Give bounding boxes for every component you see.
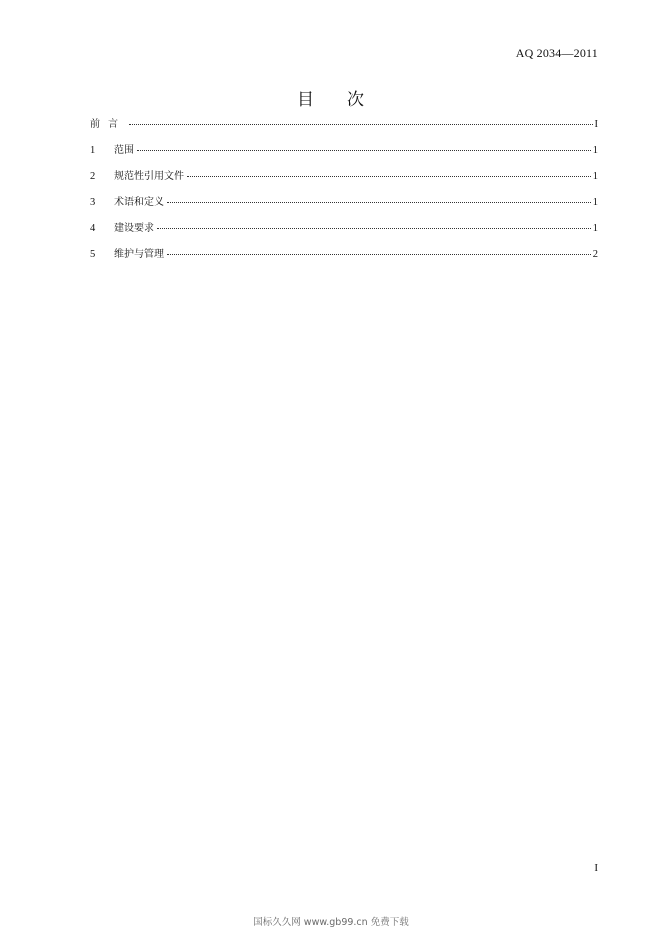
toc-entry-terms-definitions[interactable] [90,196,598,222]
watermark-text: 国标久久网 www.gb99.cn 免费下载 [253,917,409,928]
toc-entry-page: I [594,119,598,130]
toc-entry-page: 1 [592,145,598,156]
page-title-part2: 次 [347,90,365,110]
toc-entry-number: 4 [90,223,96,234]
toc-entry-normative-references[interactable] [90,170,598,196]
table-of-contents [90,118,598,274]
toc-entry-label: 前言 [90,119,126,130]
toc-leader [187,176,591,177]
toc-entry-page: 1 [592,171,598,182]
toc-entry-foreword[interactable] [90,118,598,144]
toc-entry-label: 维护与管理 [114,249,164,260]
toc-leader [167,202,591,203]
toc-leader [167,254,591,255]
toc-entry-number: 3 [90,197,96,208]
toc-entry-page: 2 [592,249,598,260]
toc-entry-number: 1 [90,145,96,156]
toc-entry-label: 术语和定义 [114,197,164,208]
toc-entry-label: 建设要求 [114,223,154,234]
toc-leader [157,228,591,229]
toc-entry-page: 1 [592,197,598,208]
toc-entry-page: 1 [592,223,598,234]
page-title-part1: 目 [297,90,315,110]
toc-entry-number: 5 [90,249,96,260]
toc-leader [137,150,591,151]
toc-entry-scope[interactable] [90,144,598,170]
toc-entry-label: 规范性引用文件 [114,171,184,182]
toc-entry-number: 2 [90,171,96,182]
toc-leader [129,124,593,125]
page-number: I [594,862,598,874]
toc-entry-construction-requirements[interactable] [90,222,598,248]
page-title [0,85,662,110]
toc-entry-maintenance-management[interactable] [90,248,598,274]
toc-entry-label: 范围 [114,145,134,156]
standard-code: AQ 2034—2011 [515,46,598,60]
